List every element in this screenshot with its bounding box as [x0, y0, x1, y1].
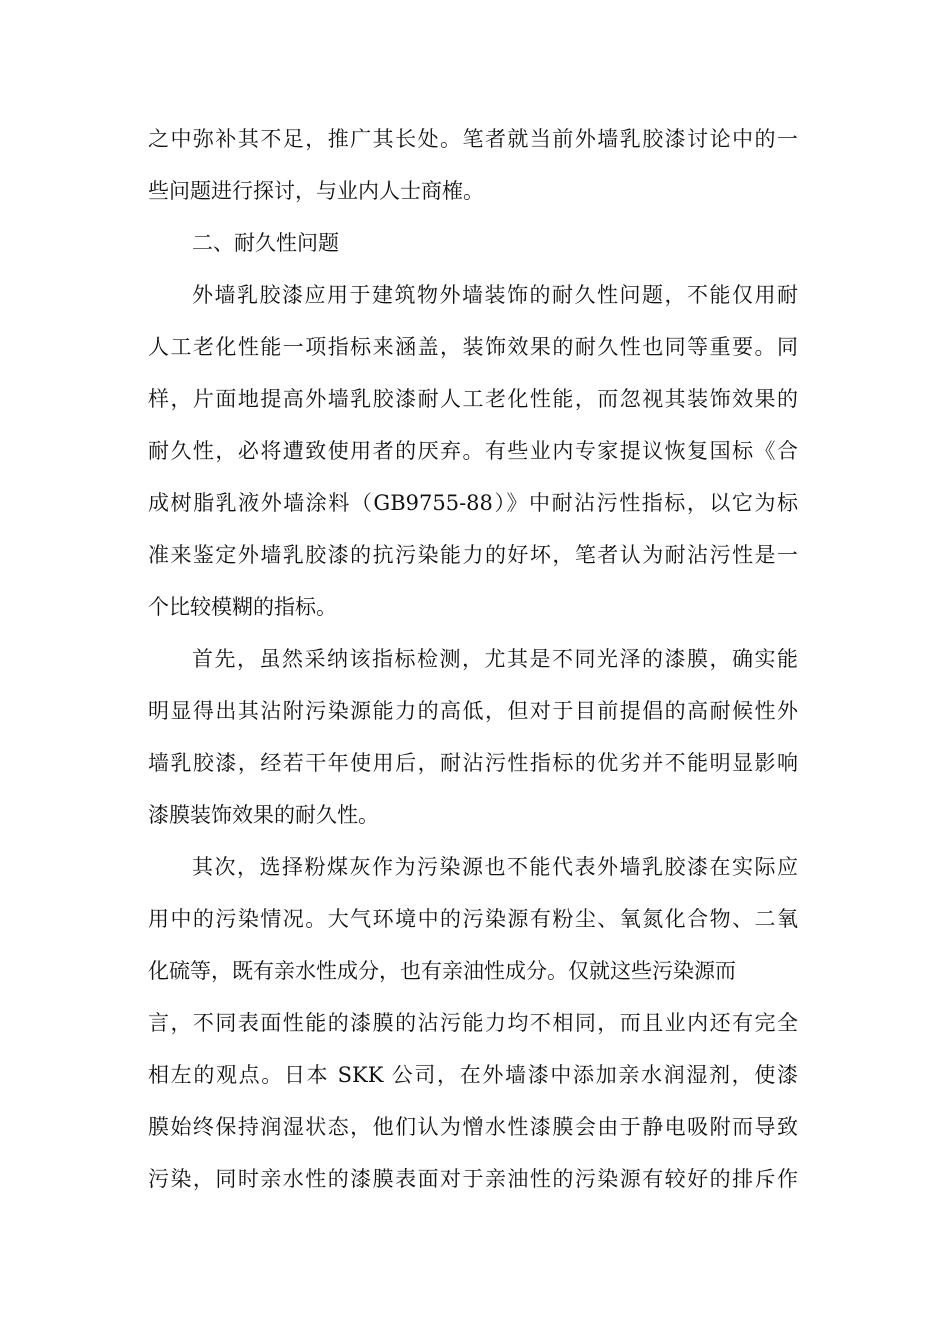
document-body — [148, 113, 798, 1205]
paragraph-intro-continued — [148, 113, 798, 217]
text-line: 言，不同表面性能的漆膜的沾污能力均不相同，而且业内还有完全 — [148, 1011, 798, 1035]
section-heading-text: 二、耐久性问题 — [192, 231, 339, 255]
text-line: 用中的污染情况。大气环境中的污染源有粉尘、氧氮化合物、二氧 — [148, 907, 798, 931]
section-heading — [148, 217, 798, 269]
text-line: 人工老化性能一项指标来涵盖，装饰效果的耐久性也同等重要。同 — [148, 335, 798, 359]
text-line: 外墙乳胶漆应用于建筑物外墙装饰的耐久性问题，不能仅用耐 — [192, 283, 798, 307]
text-line: 成树脂乳液外墙涂料（GB9755-88）》中耐沾污性指标，以它为标 — [148, 491, 798, 515]
text-line: 明显得出其沾附污染源能力的高低，但对于目前提倡的高耐候性外 — [148, 699, 798, 723]
text-line: 耐久性，必将遭致使用者的厌弃。有些业内专家提议恢复国标《合 — [148, 439, 798, 463]
text-line: 漆膜装饰效果的耐久性。 — [148, 803, 379, 827]
text-line: 准来鉴定外墙乳胶漆的抗污染能力的好坏，笔者认为耐沾污性是一 — [148, 543, 798, 567]
text-line: 些问题进行探讨，与业内人士商榷。 — [148, 179, 484, 203]
text-line: 首先，虽然采纳该指标检测，尤其是不同光泽的漆膜，确实能 — [192, 647, 798, 671]
paragraph-second-point — [148, 841, 798, 1205]
text-line: 膜始终保持润湿状态，他们认为憎水性漆膜会由于静电吸附而导致 — [148, 1115, 798, 1139]
text-line: 污染，同时亲水性的漆膜表面对于亲油性的污染源有较好的排斥作 — [148, 1167, 798, 1191]
paragraph-durability — [148, 269, 798, 633]
text-line: 相左的观点。日本 SKK 公司，在外墙漆中添加亲水润湿剂，使漆 — [148, 1063, 798, 1087]
text-line: 之中弥补其不足，推广其长处。笔者就当前外墙乳胶漆讨论中的一 — [148, 127, 798, 151]
text-line: 样，片面地提高外墙乳胶漆耐人工老化性能，而忽视其装饰效果的 — [148, 387, 798, 411]
text-line: 其次，选择粉煤灰作为污染源也不能代表外墙乳胶漆在实际应 — [192, 855, 798, 879]
text-line: 个比较模糊的指标。 — [148, 595, 337, 619]
text-line: 墙乳胶漆，经若干年使用后，耐沾污性指标的优劣并不能明显影响 — [148, 751, 798, 775]
text-line: 化硫等，既有亲水性成分，也有亲油性成分。仅就这些污染源而 — [148, 959, 736, 983]
paragraph-first-point — [148, 633, 798, 841]
